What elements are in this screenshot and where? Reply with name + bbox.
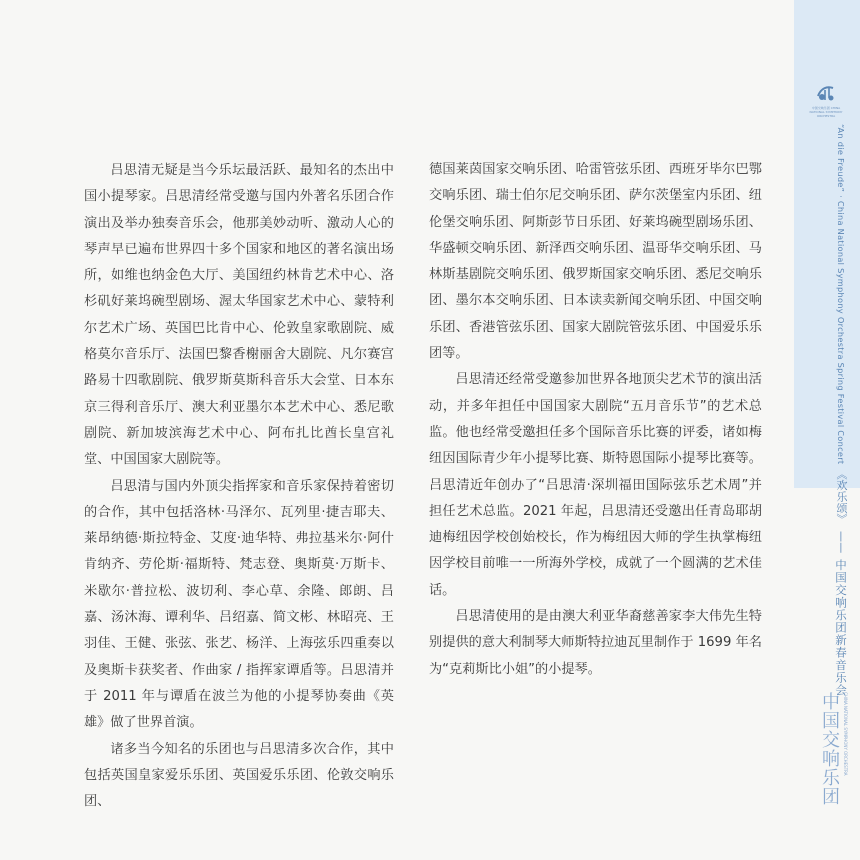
left-text-column	[84, 158, 394, 815]
logo-caption: 中国交响乐团 CHINA NATIONAL SYMPHONY ORCHESTRA	[809, 106, 843, 118]
paragraph-instrument: 吕思清使用的是由澳大利亚华裔慈善家李大伟先生特别提供的意大利制琴大师斯特拉迪瓦里制作于 1699 年名为“克莉斯比小姐”的小提琴。	[429, 609, 762, 677]
brand-name-cn: 中国交响乐团	[819, 692, 840, 806]
sidebar-tab	[794, 0, 860, 697]
right-text-column	[429, 157, 762, 683]
paragraph-festivals: 吕思清还经常受邀参加世界各地顶尖艺术节的演出活动，并多年担任中国国家大剧院“五月音乐节”的艺术总监。他也经常受邀担任多个国际音乐比赛的评委，诸如梅纽因国际青少年小提琴比赛、斯特恩国际小提琴比赛等。吕思清近年创办了“吕思清·深圳福田国际弦乐艺术周”并担任艺术总监。2021 年起，吕思清还受邀出任青岛耶胡迪梅纽因学校创始校长，作为梅纽因大师的学生执掌梅纽因学校目前唯一一所海外学校，成就了一个圆满的艺术佳话。	[429, 372, 762, 598]
concert-title-cn: 中国交响乐团新春音乐会	[834, 558, 848, 697]
concert-title-en: “An die Freude” · China National Symphony Orchestra Spring Festival Concert	[836, 124, 846, 465]
concert-title	[834, 124, 848, 696]
orchestra-logo-icon	[815, 82, 837, 104]
paragraph-bio-intro: 吕思清无疑是当今乐坛最活跃、最知名的杰出中国小提琴家。吕思清经常受邀与国内外著名乐团合作演出及举办独奏音乐会，他那美妙动听、激动人心的琴声早已遍布世界四十多个国家和地区的著名演出场所，如维也纳金色大厅、美国纽约林肯艺术中心、洛杉矶好莱坞碗型剧场、渥太华国家艺术中心、蒙特利尔艺术广场、英国巴比肯中心、伦敦皇家歌剧院、威格莫尔音乐厅、法国巴黎香榭丽舍大剧院、凡尔赛宫路易十四歌剧院、俄罗斯莫斯科音乐大会堂、日本东京三得利音乐厅、澳大利亚墨尔本艺术中心、悉尼歌剧院、新加坡滨海艺术中心、阿布扎比酋长皇宫礼堂、中国国家大剧院等。	[84, 163, 394, 468]
paragraph-orchestras-continued: 德国莱茵国家交响乐团、哈雷管弦乐团、西班牙毕尔巴鄂交响乐团、瑞士伯尔尼交响乐团、萨尔茨堡室内乐团、纽伦堡交响乐团、阿斯彭节日乐团、好莱坞碗型剧场乐团、华盛顿交响乐团、新泽西交响乐团、温哥华交响乐团、马林斯基剧院交响乐团、俄罗斯国家交响乐团、悉尼交响乐团、墨尔本交响乐团、日本读卖新闻交响乐团、中国交响乐团、香港管弦乐团、国家大剧院管弦乐团、中国爱乐乐团等。	[429, 162, 762, 362]
paragraph-collaborators: 吕思清与国内外顶尖指挥家和音乐家保持着密切的合作，其中包括洛林·马泽尔、瓦列里·捷吉耶夫、莱昂纳德·斯拉特金、艾度·迪华特、弗拉基米尔·阿什肯纳齐、劳伦斯·福斯特、梵志登、奥斯莫·万斯卡、米歇尔·普拉松、波切利、李心草、余隆、郎朗、吕嘉、汤沐海、谭利华、吕绍嘉、简文彬、林昭亮、王羽佳、王健、张弦、张艺、杨洋、上海弦乐四重奏以及奥斯卡获奖者、作曲家 / 指挥家谭盾等。吕思清并于 2011 年与谭盾在波兰为他的小提琴协奏曲《英雄》做了世界首演。	[84, 478, 394, 731]
concert-title-cn-quote: 《欢乐颂》	[835, 468, 848, 525]
concert-title-separator: ——	[835, 530, 848, 554]
brand-name-en: CHINA NATIONAL SYMPHONY ORCHESTRA	[843, 692, 848, 776]
paragraph-orchestras-start: 诸多当今知名的乐团也与吕思清多次合作，其中包括英国皇家爱乐乐团、英国爱乐乐团、伦敦交响乐团、	[84, 741, 394, 810]
